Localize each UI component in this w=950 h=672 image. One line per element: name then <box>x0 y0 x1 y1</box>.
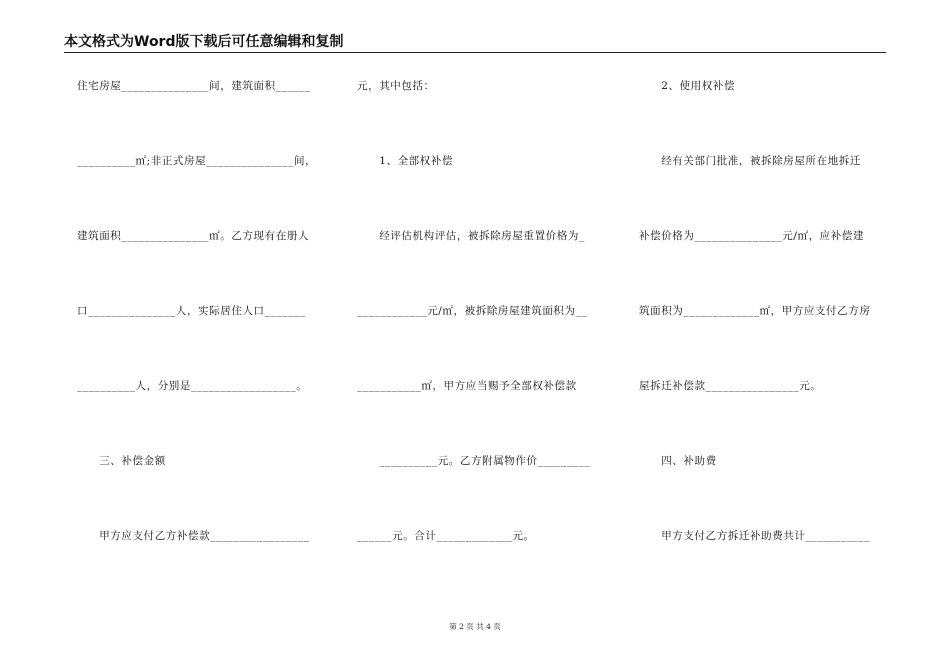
text-line: 住宅房屋_______________间，建筑面积______ <box>77 80 311 92</box>
text-line: 经有关部门批准，被拆除房屋所在地拆迁 <box>639 155 861 167</box>
text-column-1 <box>77 0 325 600</box>
text-line: __________元。乙方附属物作价_________ <box>357 455 591 467</box>
section-heading: 三、补偿金额 <box>77 455 166 467</box>
text-column-3 <box>639 0 887 600</box>
text-line: 甲方支付乙方拆迁补助费共计___________ <box>639 530 870 542</box>
section-heading: 1、全部权补偿 <box>357 155 454 167</box>
text-line: 屋拆迁补偿款________________元。 <box>639 380 822 392</box>
header-title: 本文格式为Word版下载后可任意编辑和复制 <box>64 34 344 50</box>
text-line: 补偿价格为_______________元/㎡，应补偿建 <box>639 230 865 242</box>
text-line: 经评估机构评估，被拆除房屋重置价格为_ <box>357 230 585 242</box>
text-line: ___________㎡，甲方应当赐予全部权补偿款 <box>357 380 577 392</box>
text-line: 筑面积为_____________㎡，甲方应支付乙方房 <box>639 305 871 317</box>
text-line: 元，其中包括： <box>357 80 435 92</box>
text-column-2 <box>357 0 607 600</box>
page-number: 第 2 页 共 4 页 <box>449 622 501 631</box>
text-line: __________㎡;非正式房屋_______________间， <box>77 155 317 167</box>
text-line: 口_______________人，实际居住人口_______ <box>77 305 306 317</box>
text-line: 甲方应支付乙方补偿款_________________ <box>77 530 310 542</box>
text-line: ____________元/㎡，被拆除房屋建筑面积为__ <box>357 305 588 317</box>
text-line: ______元。合计_____________元。 <box>357 530 535 542</box>
section-heading: 四、补助费 <box>639 455 717 467</box>
section-heading: 2、使用权补偿 <box>639 80 736 92</box>
text-line: 建筑面积_______________㎡。乙方现有在册人 <box>77 230 310 242</box>
text-line: __________人，分别是__________________。 <box>77 380 308 392</box>
